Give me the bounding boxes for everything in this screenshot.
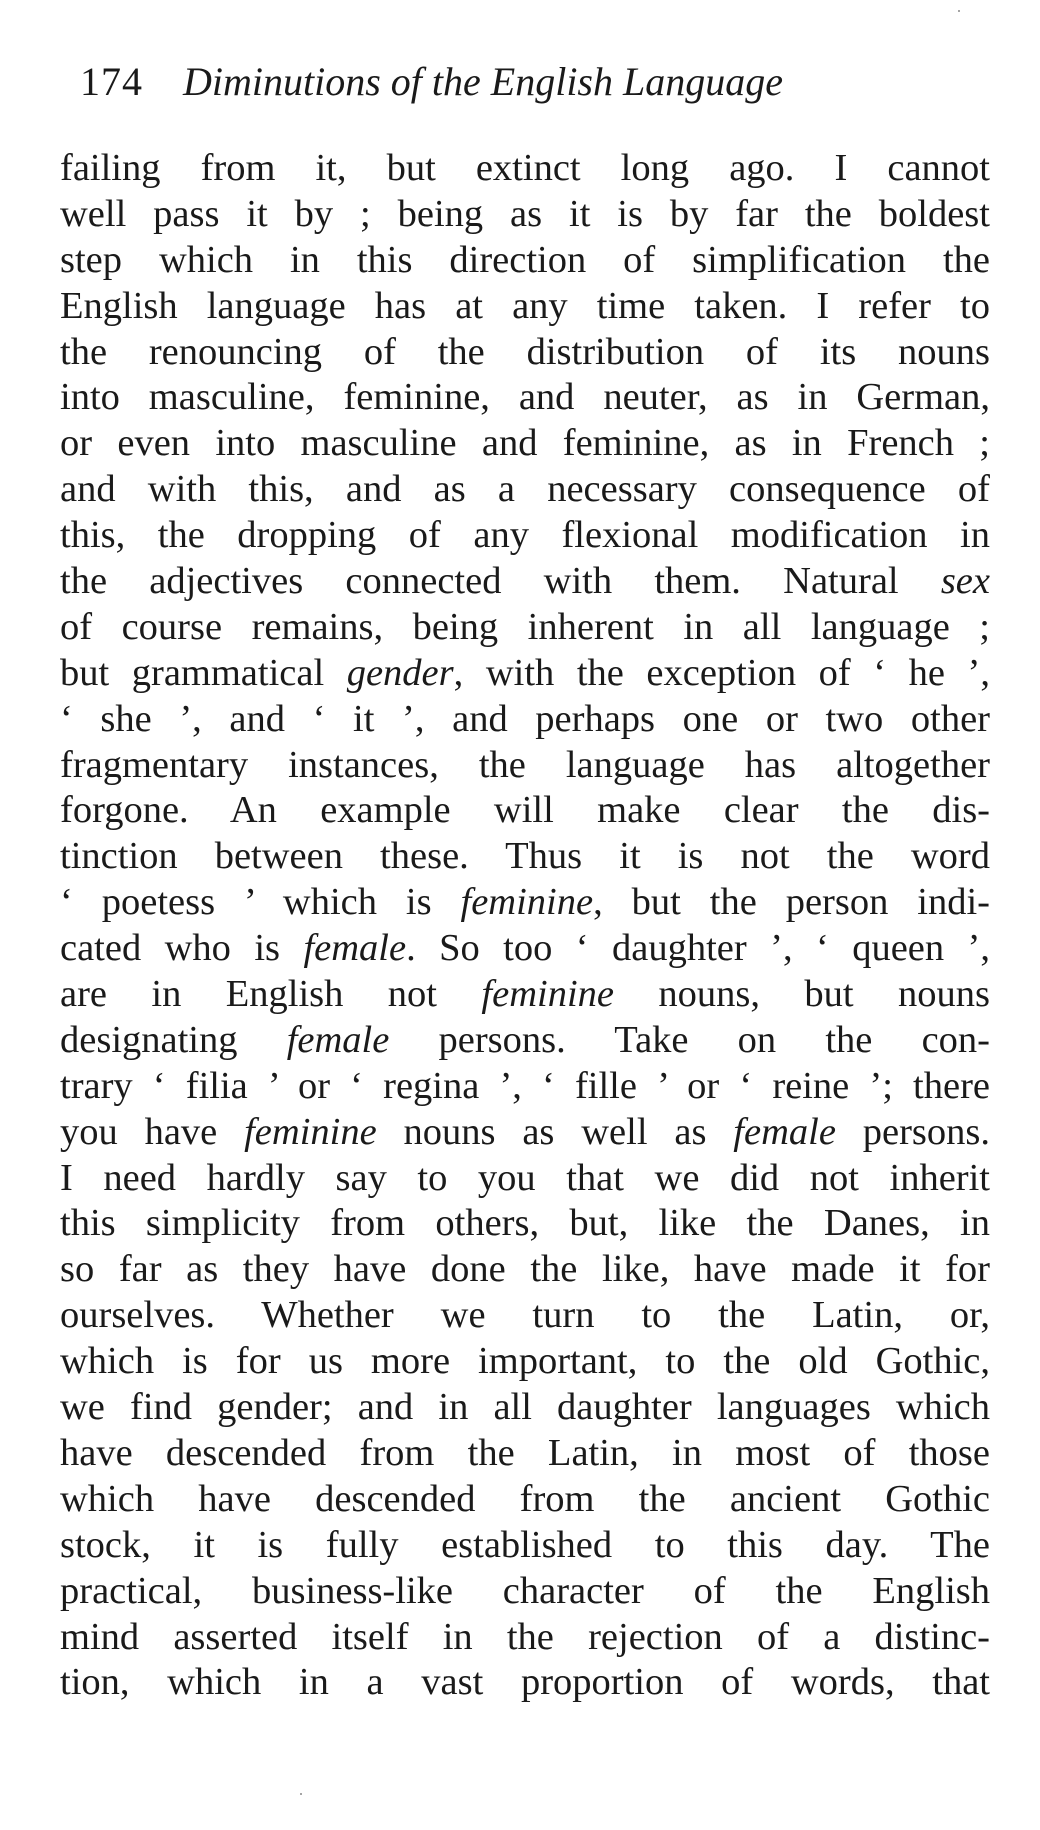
text-run: well pass it by ; being as it is by far the boldest [60, 192, 990, 235]
text-run: I need hardly say to you that we did not inherit [60, 1156, 990, 1199]
text-line [60, 330, 990, 376]
text-run: but grammatical [60, 651, 347, 694]
text-line [60, 467, 990, 513]
text-run: or even into masculine and feminine, as in French ; [60, 422, 990, 465]
text-run: English language has at any time taken. I refer to [60, 284, 990, 327]
text-line [60, 651, 990, 697]
text-run: which have descended from the ancient Gothic [60, 1477, 990, 1520]
italic-word: female [303, 927, 407, 970]
text-run: persons. [835, 1110, 990, 1153]
italic-word: gender [346, 651, 454, 694]
text-line [60, 1477, 990, 1523]
text-line [60, 1156, 990, 1202]
text-run: so far as they have done the like, have made it for [60, 1248, 990, 1291]
text-line [60, 1615, 990, 1661]
text-line [60, 146, 990, 192]
text-line [60, 1660, 990, 1706]
text-run: nouns, but nouns [613, 973, 990, 1016]
text-line [60, 1018, 990, 1064]
text-run: . So too ‘ daughter ’, ‘ queen ’, [406, 927, 990, 970]
text-run: fragmentary instances, the language has altogether [60, 743, 990, 786]
text-line [60, 559, 990, 605]
text-line [60, 375, 990, 421]
italic-word: feminine [244, 1110, 377, 1153]
text-run: , with the exception of ‘ he ’, [453, 651, 990, 694]
text-line [60, 834, 990, 880]
text-line [60, 697, 990, 743]
text-run: the adjectives connected with them. Natural [60, 560, 941, 603]
text-run: mind asserted itself in the rejection of a distinc- [60, 1615, 990, 1658]
text-run: this simplicity from others, but, like the Danes, in [60, 1202, 990, 1245]
text-run: of course remains, being inherent in all language ; [60, 605, 990, 648]
text-run: forgone. An example will make clear the dis- [60, 789, 990, 832]
italic-word: sex [940, 560, 990, 603]
text-line [60, 1247, 990, 1293]
text-line [60, 238, 990, 284]
text-line [60, 1523, 990, 1569]
text-line [60, 1110, 990, 1156]
text-line [60, 1339, 990, 1385]
text-run: tinction between these. Thus it is not the word [60, 835, 990, 878]
page-number: 174 [80, 59, 143, 104]
text-run: , but the person indi- [593, 881, 990, 924]
running-head [80, 52, 960, 112]
text-run: ‘ poetess ’ which is [60, 881, 461, 924]
paper-speck [958, 10, 960, 12]
text-line [60, 192, 990, 238]
text-line [60, 605, 990, 651]
italic-word: female [286, 1018, 390, 1061]
text-line [60, 1293, 990, 1339]
text-run: which is for us more important, to the old Gothic, [60, 1340, 990, 1383]
paper-speck [300, 1793, 302, 1795]
text-run: nouns as well as [376, 1110, 734, 1153]
text-line [60, 1385, 990, 1431]
text-run: trary ‘ filia ’ or ‘ regina ’, ‘ fille ’ or ‘ reine ’; there [60, 1064, 990, 1107]
text-line [60, 926, 990, 972]
text-line [60, 421, 990, 467]
text-line [60, 513, 990, 559]
italic-word: female [733, 1110, 836, 1153]
text-line [60, 284, 990, 330]
text-run: persons. Take on the con- [389, 1018, 990, 1061]
text-run: ourselves. Whether we turn to the Latin, or, [60, 1294, 990, 1337]
chapter-title: Diminutions of the English Language [183, 59, 783, 104]
text-line [60, 1569, 990, 1615]
text-run: ‘ she ’, and ‘ it ’, and perhaps one or two other [60, 697, 990, 740]
text-run: failing from it, but extinct long ago. I cannot [60, 147, 990, 189]
text-run: the renouncing of the distribution of its nouns [60, 330, 990, 373]
text-line [60, 972, 990, 1018]
text-run: we find gender; and in all daughter languages which [60, 1386, 990, 1429]
text-line [60, 788, 990, 834]
text-run: have descended from the Latin, in most of those [60, 1431, 990, 1474]
text-run: you have [60, 1110, 245, 1153]
text-run: this, the dropping of any flexional modification in [60, 514, 990, 557]
text-run: stock, it is fully established to this day. The [60, 1523, 990, 1566]
text-line [60, 1431, 990, 1477]
text-run: tion, which in a vast proportion of words, that [60, 1661, 990, 1704]
text-run: practical, business-like character of the English [60, 1569, 990, 1612]
text-run: into masculine, feminine, and neuter, as in German, [60, 376, 990, 419]
text-run: designating [60, 1018, 287, 1061]
text-line [60, 1064, 990, 1110]
text-line [60, 880, 990, 926]
text-run: and with this, and as a necessary consequence of [60, 468, 990, 511]
italic-word: feminine [481, 973, 614, 1016]
text-run: step which in this direction of simplification the [60, 238, 990, 281]
text-run: are in English not [60, 973, 482, 1016]
text-line [60, 743, 990, 789]
text-run: cated who is [60, 927, 304, 970]
body-text [60, 146, 990, 1706]
text-line [60, 1201, 990, 1247]
italic-word: feminine [460, 881, 594, 924]
